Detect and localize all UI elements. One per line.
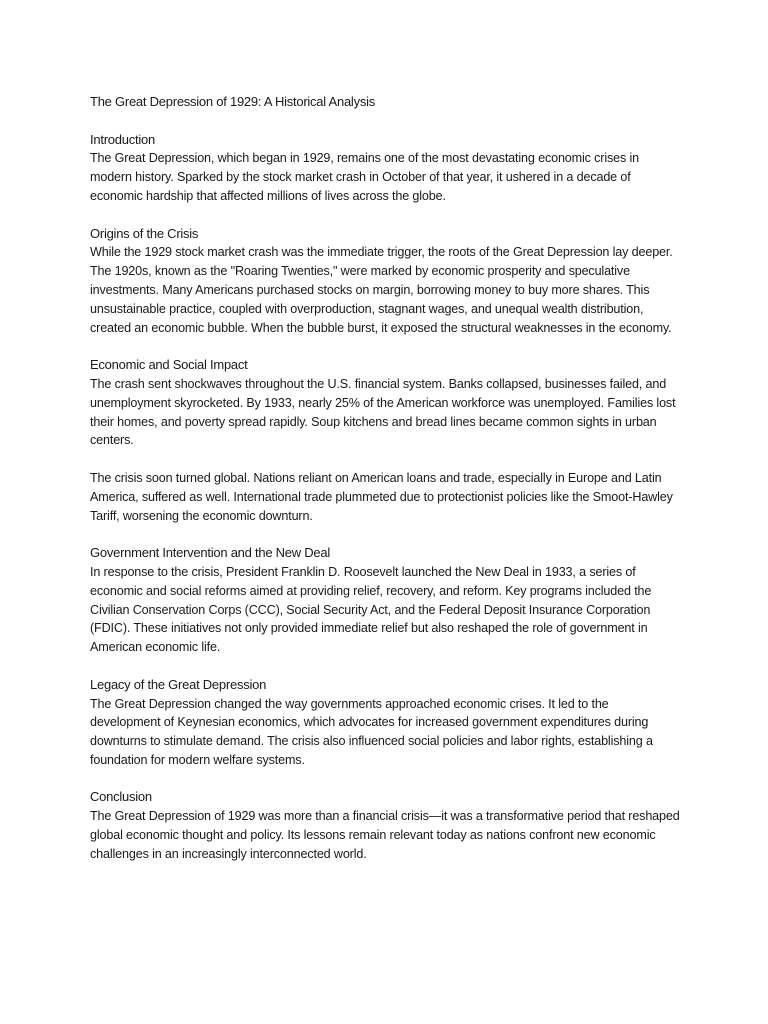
paragraph: The Great Depression changed the way governments approached economic crises. It led to the development of Keynesian economics, which advocates for increased government expenditures during downturns to stimulate demand. The crisis also influenced social policies and labor rights, establishing a foundation for modern welfare systems.	[90, 696, 653, 767]
section-origins	[90, 225, 682, 338]
paragraph: While the 1929 stock market crash was the immediate trigger, the roots of the Great Depression lay deeper. The 1920s, known as the "Roaring Twenties," were marked by economic prosperity and speculative investments. Many Americans purchased stocks on margin, borrowing money to buy more shares. This unsustainable practice, coupled with overproduction, stagnant wages, and unequal wealth distribution, created an economic bubble. When the bubble burst, it exposed the structural weaknesses in the economy.	[90, 245, 673, 335]
paragraph: The crisis soon turned global. Nations reliant on American loans and trade, especially in Europe and Latin America, suffered as well. International trade plummeted due to protectionist policies like the Smoot-Hawley Tariff, worsening the economic downturn.	[90, 470, 673, 523]
paragraph: The Great Depression, which began in 1929, remains one of the most devastating economic crises in modern history. Sparked by the stock market crash in October of that year, it ushered in a decade of economic hardship that affected millions of lives across the globe.	[90, 151, 639, 203]
paragraph: The crash sent shockwaves throughout the U.S. financial system. Banks collapsed, businesses failed, and unemployment skyrocketed. By 1933, nearly 25% of the American workforce was unemployed. Families lost their homes, and poverty spread rapidly. Soup kitchens and bread lines became common sights in urban centers.	[90, 376, 676, 448]
section-new-deal	[90, 544, 682, 657]
paragraph: In response to the crisis, President Franklin D. Roosevelt launched the New Deal in 1933, a series of economic and social reforms aimed at providing relief, recovery, and reform. Key programs included the Civilian Conservation Corps (CCC), Social Security Act, and the Federal Deposit Insurance Corporation (FDIC). These initiatives not only provided immediate relief but also reshaped the role of government in American economic life.	[90, 564, 652, 655]
section-heading: Economic and Social Impact	[90, 357, 248, 373]
section-conclusion	[90, 788, 682, 863]
section-heading: Legacy of the Great Depression	[90, 676, 267, 692]
section-heading: Introduction	[90, 131, 155, 147]
document-page	[90, 93, 682, 882]
section-heading: Government Intervention and the New Deal	[90, 545, 331, 561]
section-heading: Origins of the Crisis	[90, 225, 199, 241]
section-introduction	[90, 131, 682, 206]
paragraph: The Great Depression of 1929 was more than a financial crisis—it was a transformative period that reshaped global economic thought and policy. Its lessons remain relevant today as nations confront new economic challenges in an increasingly interconnected world.	[90, 809, 680, 861]
section-impact	[90, 356, 682, 525]
document-title: The Great Depression of 1929: A Historical Analysis	[90, 94, 375, 109]
section-heading: Conclusion	[90, 789, 152, 805]
section-legacy	[90, 676, 682, 770]
